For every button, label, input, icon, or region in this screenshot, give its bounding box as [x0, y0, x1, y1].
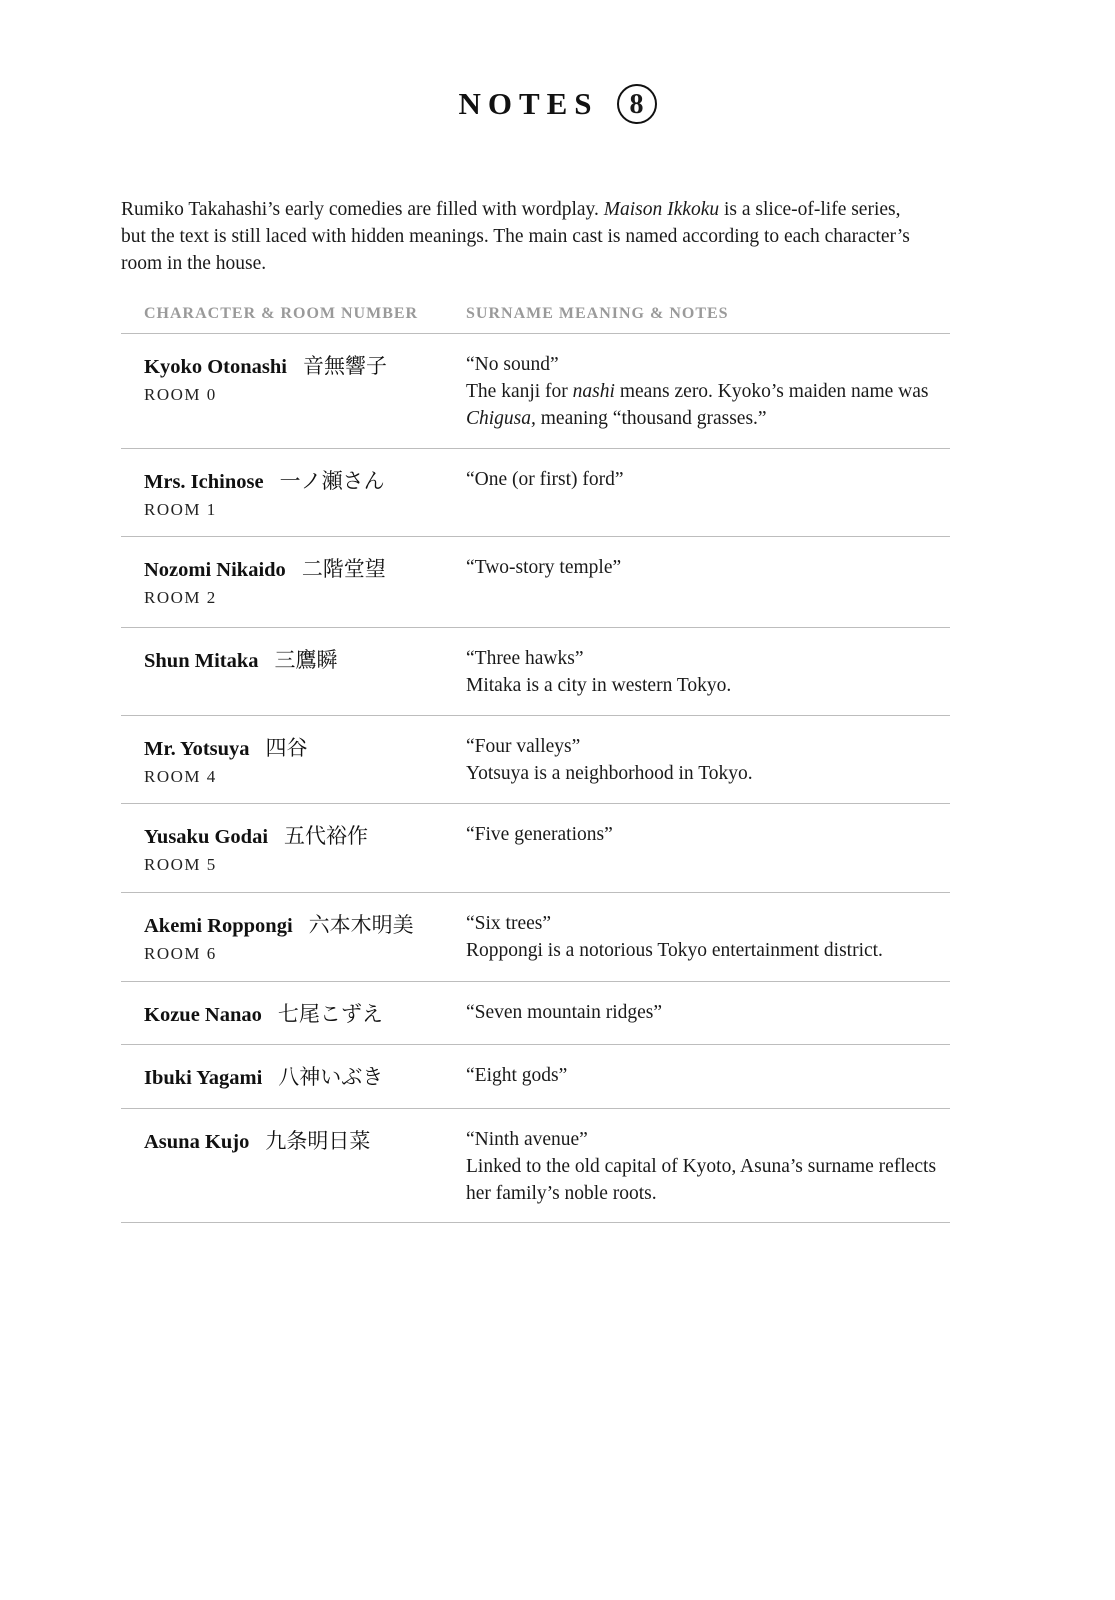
character-name: Mrs. Ichinose — [144, 471, 264, 493]
note-text: The kanji for — [466, 381, 573, 402]
table-body — [121, 334, 950, 1223]
surname-meaning: “Five generations” — [466, 824, 613, 845]
character-cell — [121, 465, 466, 536]
chapter-number-badge: 8 — [617, 84, 657, 124]
table-row — [121, 982, 950, 1045]
page-header — [0, 84, 1115, 124]
table-row — [121, 804, 950, 893]
table-header — [121, 300, 950, 334]
surname-meaning: “One (or first) ford” — [466, 469, 624, 490]
meaning-cell — [466, 1061, 950, 1108]
intro-paragraph — [121, 196, 921, 277]
meaning-cell — [466, 350, 950, 448]
character-name: Mr. Yotsuya — [144, 738, 250, 760]
meaning-cell — [466, 465, 950, 536]
note-text: Mitaka is a city in western Tokyo. — [466, 675, 732, 696]
meaning-cell — [466, 998, 950, 1044]
surname-meaning: “Four valleys” — [466, 736, 581, 757]
room-number: ROOM 2 — [144, 588, 217, 607]
surname-meaning: “Two-story temple” — [466, 557, 622, 578]
surname-meaning: “Three hawks” — [466, 648, 584, 669]
character-name: Asuna Kujo — [144, 1131, 250, 1153]
character-cell — [121, 998, 466, 1044]
character-name-japanese: 三鷹瞬 — [274, 648, 338, 672]
character-name-line — [144, 1061, 466, 1091]
note-italic-word: nashi — [572, 381, 615, 402]
character-name-line — [144, 350, 466, 380]
character-name-line — [144, 465, 466, 495]
character-name-japanese: 八神いぶき — [278, 1065, 384, 1089]
surname-note — [466, 937, 950, 964]
character-name-japanese: 音無響子 — [302, 354, 387, 378]
character-cell — [121, 553, 466, 627]
character-cell — [121, 1061, 466, 1108]
room-number: ROOM 5 — [144, 855, 217, 874]
character-name-japanese: 二階堂望 — [301, 557, 386, 581]
character-name-japanese: 一ノ瀬さん — [279, 469, 385, 493]
character-cell — [121, 732, 466, 803]
note-text: means zero. Kyoko’s maiden name was — [614, 381, 929, 402]
surname-note — [466, 378, 950, 432]
character-cell — [121, 350, 466, 448]
character-table — [121, 300, 950, 1223]
room-number: ROOM 4 — [144, 767, 217, 786]
meaning-cell — [466, 732, 950, 803]
surname-meaning: “Seven mountain ridges” — [466, 1002, 663, 1023]
character-name: Ibuki Yagami — [144, 1067, 263, 1089]
intro-italic-title: Maison Ikkoku — [603, 199, 720, 220]
meaning-cell — [466, 644, 950, 715]
surname-note — [466, 672, 950, 699]
character-name-japanese: 五代裕作 — [284, 824, 369, 848]
character-cell — [121, 820, 466, 892]
character-cell — [121, 644, 466, 715]
note-text: Linked to the old capital of Kyoto, Asuna’s surname reflects her family’s noble roots. — [466, 1156, 937, 1204]
character-name: Kyoko Otonashi — [144, 356, 287, 378]
character-name-line — [144, 644, 466, 674]
page-title: NOTES — [458, 86, 599, 121]
surname-meaning: “Ninth avenue” — [466, 1129, 588, 1150]
character-name-line — [144, 820, 466, 850]
character-name-line — [144, 732, 466, 762]
surname-meaning: “Eight gods” — [466, 1065, 568, 1086]
character-name: Akemi Roppongi — [144, 915, 293, 937]
character-name-line — [144, 909, 466, 939]
surname-note — [466, 1153, 950, 1207]
character-name-line — [144, 553, 466, 583]
character-name: Nozomi Nikaido — [144, 559, 286, 581]
table-row — [121, 1045, 950, 1109]
note-text: Yotsuya is a neighborhood in Tokyo. — [466, 763, 753, 784]
note-text: Roppongi is a notorious Tokyo entertainment district. — [466, 940, 883, 961]
table-row — [121, 334, 950, 449]
character-name: Yusaku Godai — [144, 826, 269, 848]
character-cell — [121, 1125, 466, 1222]
character-name-japanese: 九条明日菜 — [265, 1129, 371, 1153]
table-row — [121, 716, 950, 804]
character-name: Shun Mitaka — [144, 650, 259, 672]
table-row — [121, 1109, 950, 1223]
character-name: Kozue Nanao — [144, 1004, 262, 1026]
intro-text-2: is a slice-of-life series, but the text is still laced with hidden meanings. The main cast is named according to each character’s room in the house. — [121, 199, 910, 274]
surname-note — [466, 760, 950, 787]
character-name-line — [144, 1125, 466, 1155]
character-name-line — [144, 998, 466, 1028]
surname-meaning: “No sound” — [466, 354, 559, 375]
surname-meaning: “Six trees” — [466, 913, 552, 934]
table-row — [121, 537, 950, 628]
table-row — [121, 628, 950, 716]
character-cell — [121, 909, 466, 981]
character-name-japanese: 四谷 — [265, 736, 308, 760]
character-name-japanese: 六本木明美 — [308, 913, 414, 937]
note-text: meaning “thousand grasses.” — [535, 408, 767, 429]
table-row — [121, 893, 950, 982]
room-number: ROOM 6 — [144, 944, 217, 963]
meaning-cell — [466, 1125, 950, 1222]
table-row — [121, 449, 950, 537]
meaning-cell — [466, 553, 950, 627]
meaning-cell — [466, 820, 950, 892]
room-number: ROOM 1 — [144, 500, 217, 519]
meaning-cell — [466, 909, 950, 981]
note-italic-word: Chigusa, — [466, 408, 536, 429]
header-surname-meaning: SURNAME MEANING & NOTES — [466, 305, 729, 322]
character-name-japanese: 七尾こずえ — [277, 1002, 383, 1026]
header-character-room: CHARACTER & ROOM NUMBER — [144, 305, 419, 322]
room-number: ROOM 0 — [144, 385, 217, 404]
intro-text-1: Rumiko Takahashi’s early comedies are filled with wordplay. — [121, 199, 604, 220]
